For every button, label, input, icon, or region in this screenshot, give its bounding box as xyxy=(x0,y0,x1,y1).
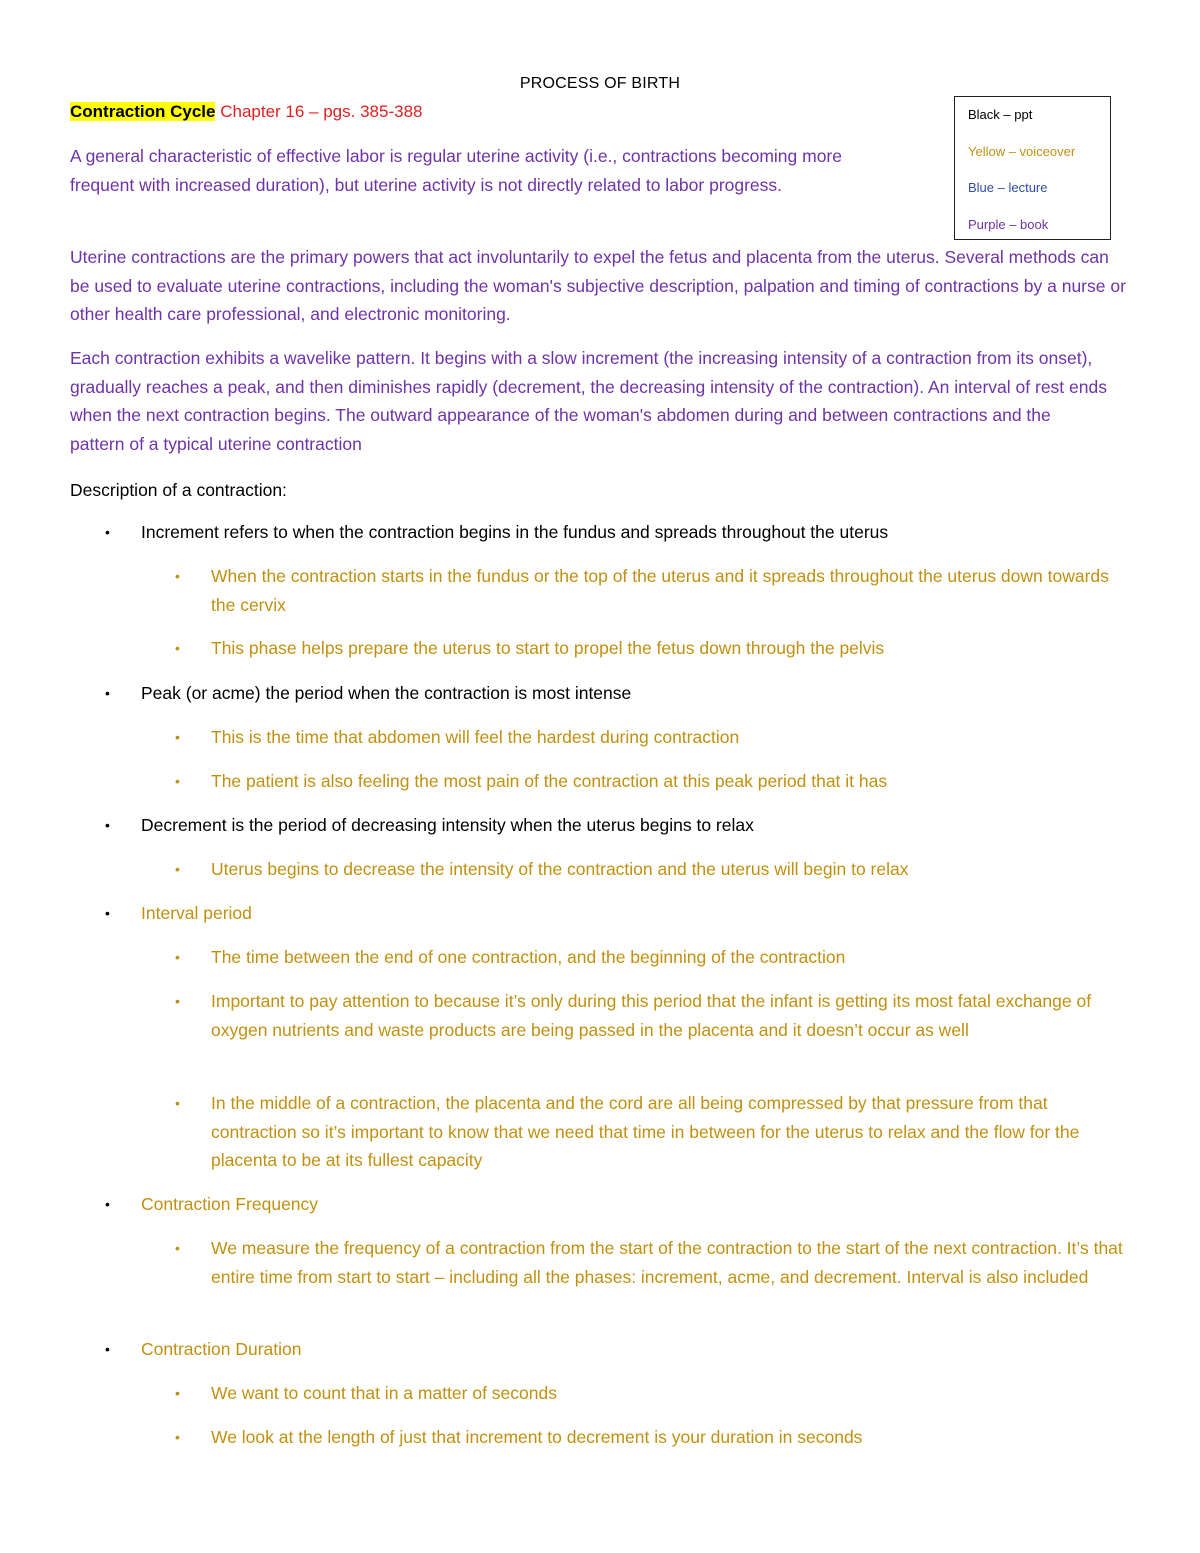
bullet-text: We measure the frequency of a contraction from the start of the contraction to the start of the next contraction. It’s that entire time from start to start – including all the phases: increment, acme, and decrement. Interval is also included xyxy=(211,1238,1123,1287)
bullet-dot: • xyxy=(175,640,180,656)
legend-item-black: Black – ppt xyxy=(968,107,1033,122)
section-heading xyxy=(70,101,422,123)
bullet-text: In the middle of a contraction, the placenta and the cord are all being compressed by that pressure from that contraction so it’s important to know that we need that time in between for the uterus to relax and the flow for the placenta to be at its fullest capacity xyxy=(211,1093,1080,1170)
sub-bullet-item xyxy=(175,562,1125,619)
bullet-dot: • xyxy=(105,1341,110,1357)
bullet-text: Important to pay attention to because it’s only during this period that the infant is getting its most fatal exchange of oxygen nutrients and waste products are being passed in the placenta and it doesn’t occur as well xyxy=(211,991,1092,1040)
bullet-dot: • xyxy=(175,1095,180,1111)
bullet-text: Interval period xyxy=(141,903,252,923)
bullet-dot: • xyxy=(175,773,180,789)
sub-bullet-item xyxy=(175,943,1125,972)
bullet-text: When the contraction starts in the fundus or the top of the uterus and it spreads throughout the uterus down towards the cervix xyxy=(211,566,1109,615)
bullet-item xyxy=(105,1335,1125,1364)
bullet-dot: • xyxy=(105,905,110,921)
bullet-dot: • xyxy=(105,817,110,833)
page-title: PROCESS OF BIRTH xyxy=(519,75,681,92)
bullet-text: This is the time that abdomen will feel the hardest during contraction xyxy=(211,727,740,747)
bullet-text: We look at the length of just that increment to decrement is your duration in seconds xyxy=(211,1427,863,1447)
paragraph-1: A general characteristic of effective labor is regular uterine activity (i.e., contractions becoming more frequent with increased duration), but uterine activity is not directly related to labor progress. xyxy=(70,146,842,195)
highlighted-heading: Contraction Cycle xyxy=(70,102,216,121)
paragraph-3: Each contraction exhibits a wavelike pattern. It begins with a slow increment (the increasing intensity of a contraction from its onset), gradually reaches a peak, and then diminishes rapidly (decrement, the decreasing intensity of the contraction). An interval of rest ends when the next contraction begins. The outward appearance of the woman's abdomen during and between contractions and the pattern of a typical uterine contraction xyxy=(70,348,1107,454)
bullet-item xyxy=(105,518,1125,547)
sub-bullet-item xyxy=(175,1423,1125,1452)
bullet-text: This phase helps prepare the uterus to start to propel the fetus down through the pelvis xyxy=(211,638,885,658)
sub-bullet-item xyxy=(175,987,1125,1044)
bullet-dot: • xyxy=(175,729,180,745)
bullet-text: We want to count that in a matter of seconds xyxy=(211,1383,557,1403)
color-legend xyxy=(954,96,1111,240)
bullet-text: Contraction Duration xyxy=(141,1339,302,1359)
bullet-item xyxy=(105,1190,1125,1219)
sub-bullet-item xyxy=(175,1089,1125,1175)
legend-item-purple: Purple – book xyxy=(968,216,1049,232)
description-heading: Description of a contraction: xyxy=(70,480,287,500)
bullet-dot: • xyxy=(175,993,180,1009)
bullet-text: Contraction Frequency xyxy=(141,1194,319,1214)
chapter-reference: Chapter 16 – pgs. 385-388 xyxy=(220,102,423,121)
bullet-dot: • xyxy=(175,949,180,965)
bullet-dot: • xyxy=(105,685,110,701)
bullet-dot: • xyxy=(175,861,180,877)
bullet-dot: • xyxy=(175,1429,180,1445)
bullet-text: Increment refers to when the contraction begins in the fundus and spreads throughout the uterus xyxy=(141,522,889,542)
sub-bullet-item xyxy=(175,1379,1125,1408)
bullet-text: The time between the end of one contraction, and the beginning of the contraction xyxy=(211,947,846,967)
sub-bullet-item xyxy=(175,723,1125,752)
bullet-text: Uterus begins to decrease the intensity of the contraction and the uterus will begin to relax xyxy=(211,859,909,879)
sub-bullet-item xyxy=(175,1234,1125,1291)
bullet-item xyxy=(105,899,1125,928)
bullet-text: Decrement is the period of decreasing intensity when the uterus begins to relax xyxy=(141,815,754,835)
paragraph-2: Uterine contractions are the primary powers that act involuntarily to expel the fetus and placenta from the uterus. Several methods can be used to evaluate uterine contractions, including the woman's subjective description, palpation and timing of contractions by a nurse or other health care professional, and electronic monitoring. xyxy=(70,247,1126,324)
bullet-item xyxy=(105,679,1125,708)
bullet-dot: • xyxy=(105,1196,110,1212)
bullet-text: The patient is also feeling the most pain of the contraction at this peak period that it has xyxy=(211,771,888,791)
sub-bullet-item xyxy=(175,855,1125,884)
sub-bullet-item xyxy=(175,767,1125,796)
sub-bullet-item xyxy=(175,634,1125,663)
bullet-text: Peak (or acme) the period when the contraction is most intense xyxy=(141,683,632,703)
bullet-dot: • xyxy=(175,1385,180,1401)
bullet-dot: • xyxy=(175,1240,180,1256)
bullet-item xyxy=(105,811,1125,840)
legend-item-yellow: Yellow – voiceover xyxy=(968,143,1076,159)
bullet-dot: • xyxy=(175,568,180,584)
legend-item-blue: Blue – lecture xyxy=(968,180,1048,195)
bullet-dot: • xyxy=(105,524,110,540)
